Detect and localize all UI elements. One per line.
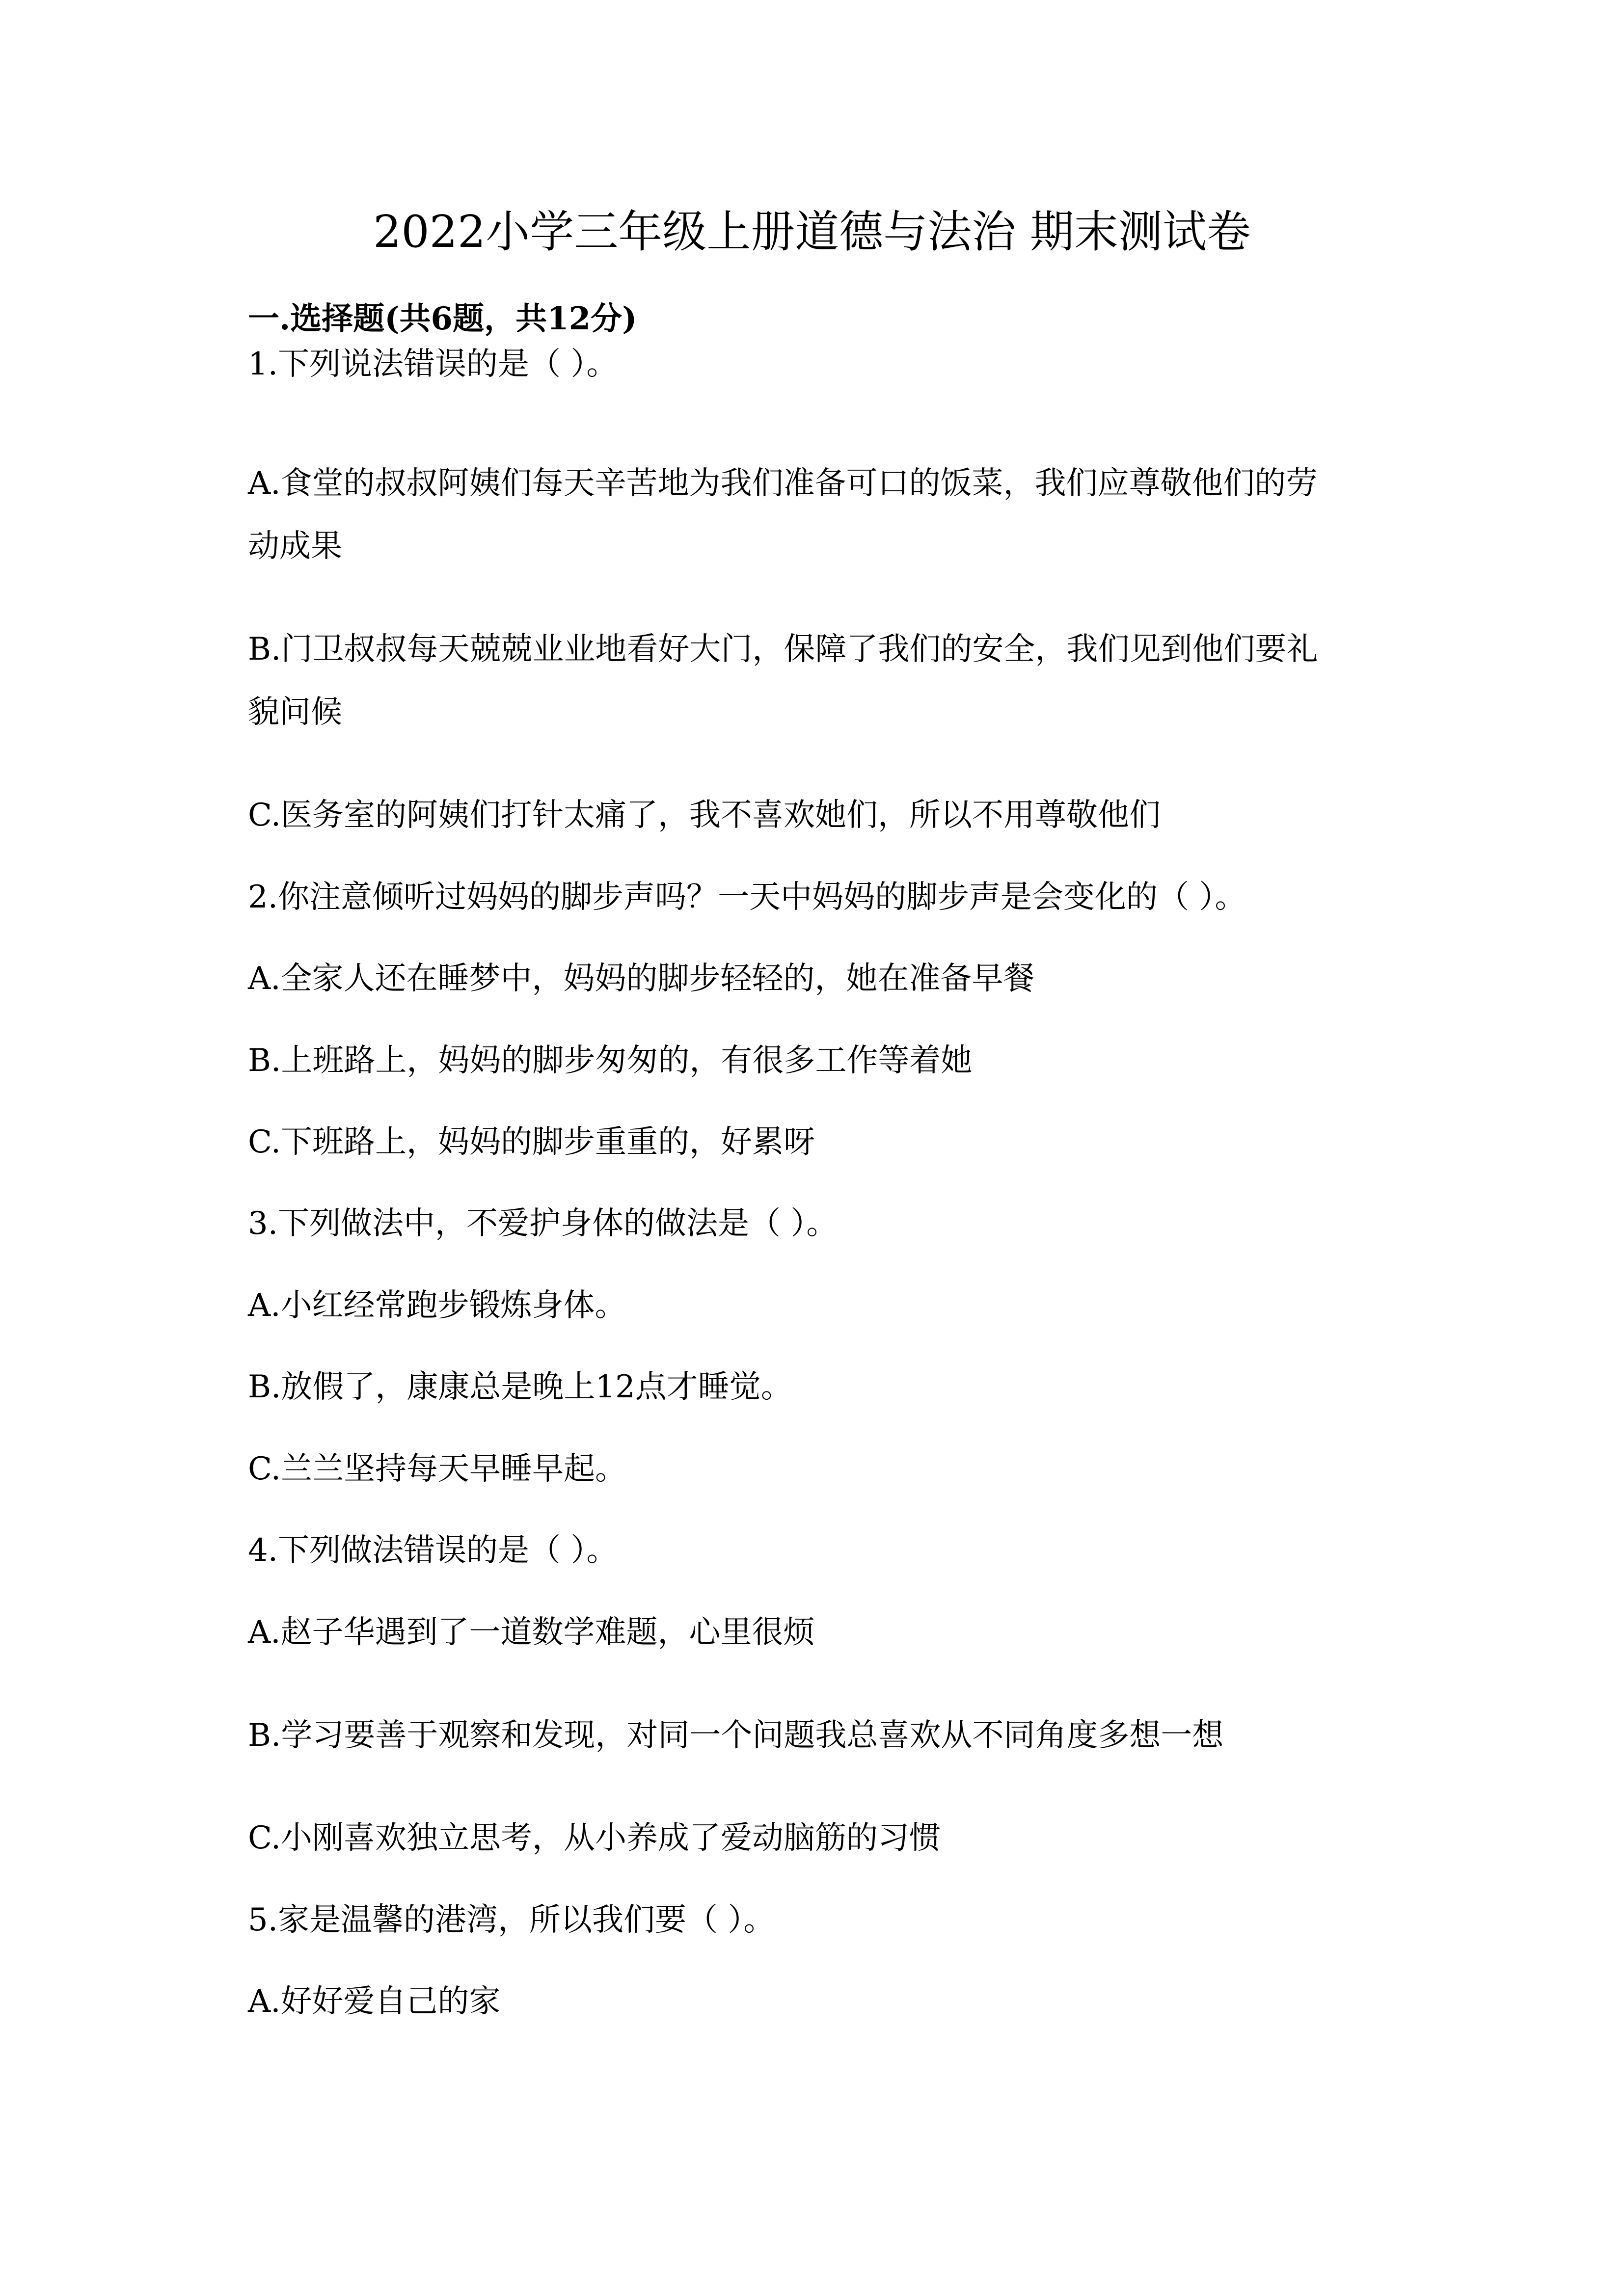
question-1-option-b-line-2: 貌问候 [248,694,342,730]
question-4-option-a: A.赵子华遇到了一道数学难题，心里很烦 [248,1614,815,1651]
question-4-stem: 4.下列做法错误的是（ ）。 [248,1532,618,1569]
question-4-option-b: B.学习要善于观察和发现，对同一个问题我总喜欢从不同角度多想一想 [248,1717,1224,1754]
question-2-option-c: C.下班路上，妈妈的脚步重重的，好累呀 [248,1124,815,1160]
question-3-option-c: C.兰兰坚持每天早睡早起。 [248,1451,627,1487]
question-1-option-c: C.医务室的阿姨们打针太痛了，我不喜欢她们，所以不用尊敬他们 [248,797,1161,833]
question-2-stem: 2.你注意倾听过妈妈的脚步声吗？一天中妈妈的脚步声是会变化的（ ）。 [248,879,1246,915]
question-3-option-b: B.放假了，康康总是晚上12点才睡觉。 [248,1369,792,1405]
question-1-option-b-line-1: B.门卫叔叔每天兢兢业业地看好大门，保障了我们的安全，我们见到他们要礼 [248,631,1318,667]
section-heading: 一.选择题(共6题，共12分) [248,300,637,337]
question-4-option-c: C.小刚喜欢独立思考，从小养成了爱动脑筋的习惯 [248,1820,941,1856]
question-3-stem: 3.下列做法中，不爱护身体的做法是（ ）。 [248,1205,838,1242]
page-title: 2022小学三年级上册道德与法治 期末测试卷 [373,206,1251,258]
question-5-option-a: A.好好爱自己的家 [248,1983,501,2020]
question-2-option-b: B.上班路上，妈妈的脚步匆匆的，有很多工作等着她 [248,1042,973,1079]
question-1-option-a-line-1: A.食堂的叔叔阿姨们每天辛苦地为我们准备可口的饭菜，我们应尊敬他们的劳 [248,465,1318,502]
question-1-stem: 1.下列说法错误的是（ ）。 [248,346,618,382]
question-3-option-a: A.小红经常跑步锻炼身体。 [248,1287,626,1324]
question-5-stem: 5.家是温馨的港湾，所以我们要（ ）。 [248,1902,775,1938]
question-1-option-a-line-2: 动成果 [248,528,342,564]
question-2-option-a: A.全家人还在睡梦中，妈妈的脚步轻轻的，她在准备早餐 [248,961,1035,997]
